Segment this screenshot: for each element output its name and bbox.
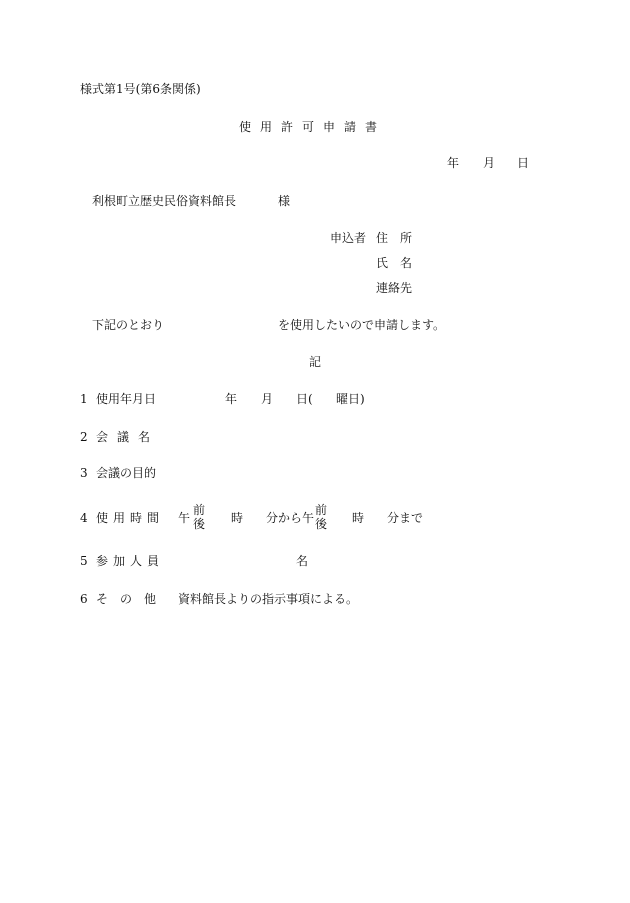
item-4-min-to: 分まで bbox=[387, 511, 424, 525]
applicant-label: 申込者 bbox=[330, 231, 367, 245]
date-month-label: 月 bbox=[483, 156, 496, 170]
date-year-label: 年 bbox=[447, 156, 460, 170]
request-suffix: を使用したいので申請します。 bbox=[278, 318, 446, 332]
item-4-go-2: 午 bbox=[302, 511, 315, 525]
item-1-weekday: 曜日) bbox=[336, 392, 365, 406]
item-2-number: 2 bbox=[80, 430, 88, 444]
item-1-label: 使用年月日 bbox=[96, 392, 157, 406]
form-number: 様式第1号(第6条関係) bbox=[80, 82, 201, 96]
item-5-number: 5 bbox=[80, 554, 88, 568]
applicant-name-label: 氏 名 bbox=[376, 256, 413, 270]
item-4-am-1: 前 bbox=[192, 503, 205, 517]
addressee-honorific: 様 bbox=[278, 194, 291, 208]
item-6-label: そ の 他 bbox=[96, 592, 157, 606]
item-4-pm-2: 後 bbox=[314, 517, 327, 531]
page-title: 使用許可申請書 bbox=[239, 120, 387, 134]
applicant-address-label: 住 所 bbox=[376, 231, 413, 245]
item-4-ampm-1 bbox=[192, 503, 206, 531]
item-1-year: 年 bbox=[225, 392, 238, 406]
item-3-number: 3 bbox=[80, 466, 88, 480]
item-6-number: 6 bbox=[80, 592, 88, 606]
item-4-label: 使用時間 bbox=[96, 511, 165, 525]
item-4-hour-2: 時 bbox=[352, 511, 365, 525]
item-1-day: 日( bbox=[296, 392, 313, 406]
item-1-month: 月 bbox=[261, 392, 274, 406]
date-day-label: 日 bbox=[517, 156, 530, 170]
item-6-text: 資料館長よりの指示事項による。 bbox=[178, 592, 359, 606]
addressee-name: 利根町立歴史民俗資料館長 bbox=[92, 194, 237, 208]
applicant-contact-label: 連絡先 bbox=[376, 281, 413, 295]
request-prefix: 下記のとおり bbox=[92, 318, 165, 332]
item-2-label: 会議名 bbox=[96, 430, 160, 444]
ki-heading: 記 bbox=[309, 355, 322, 369]
item-5-unit: 名 bbox=[296, 554, 309, 568]
item-4-am-2: 前 bbox=[314, 503, 327, 517]
item-5-label: 参加人員 bbox=[96, 554, 165, 568]
item-1-number: 1 bbox=[80, 392, 88, 406]
item-4-go-1: 午 bbox=[178, 511, 191, 525]
item-4-number: 4 bbox=[80, 511, 88, 525]
item-4-min-from: 分から bbox=[266, 511, 303, 525]
item-4-pm-1: 後 bbox=[192, 517, 205, 531]
item-3-label: 会議の目的 bbox=[96, 466, 157, 480]
item-4-hour-1: 時 bbox=[231, 511, 244, 525]
item-4-ampm-2 bbox=[314, 503, 328, 531]
